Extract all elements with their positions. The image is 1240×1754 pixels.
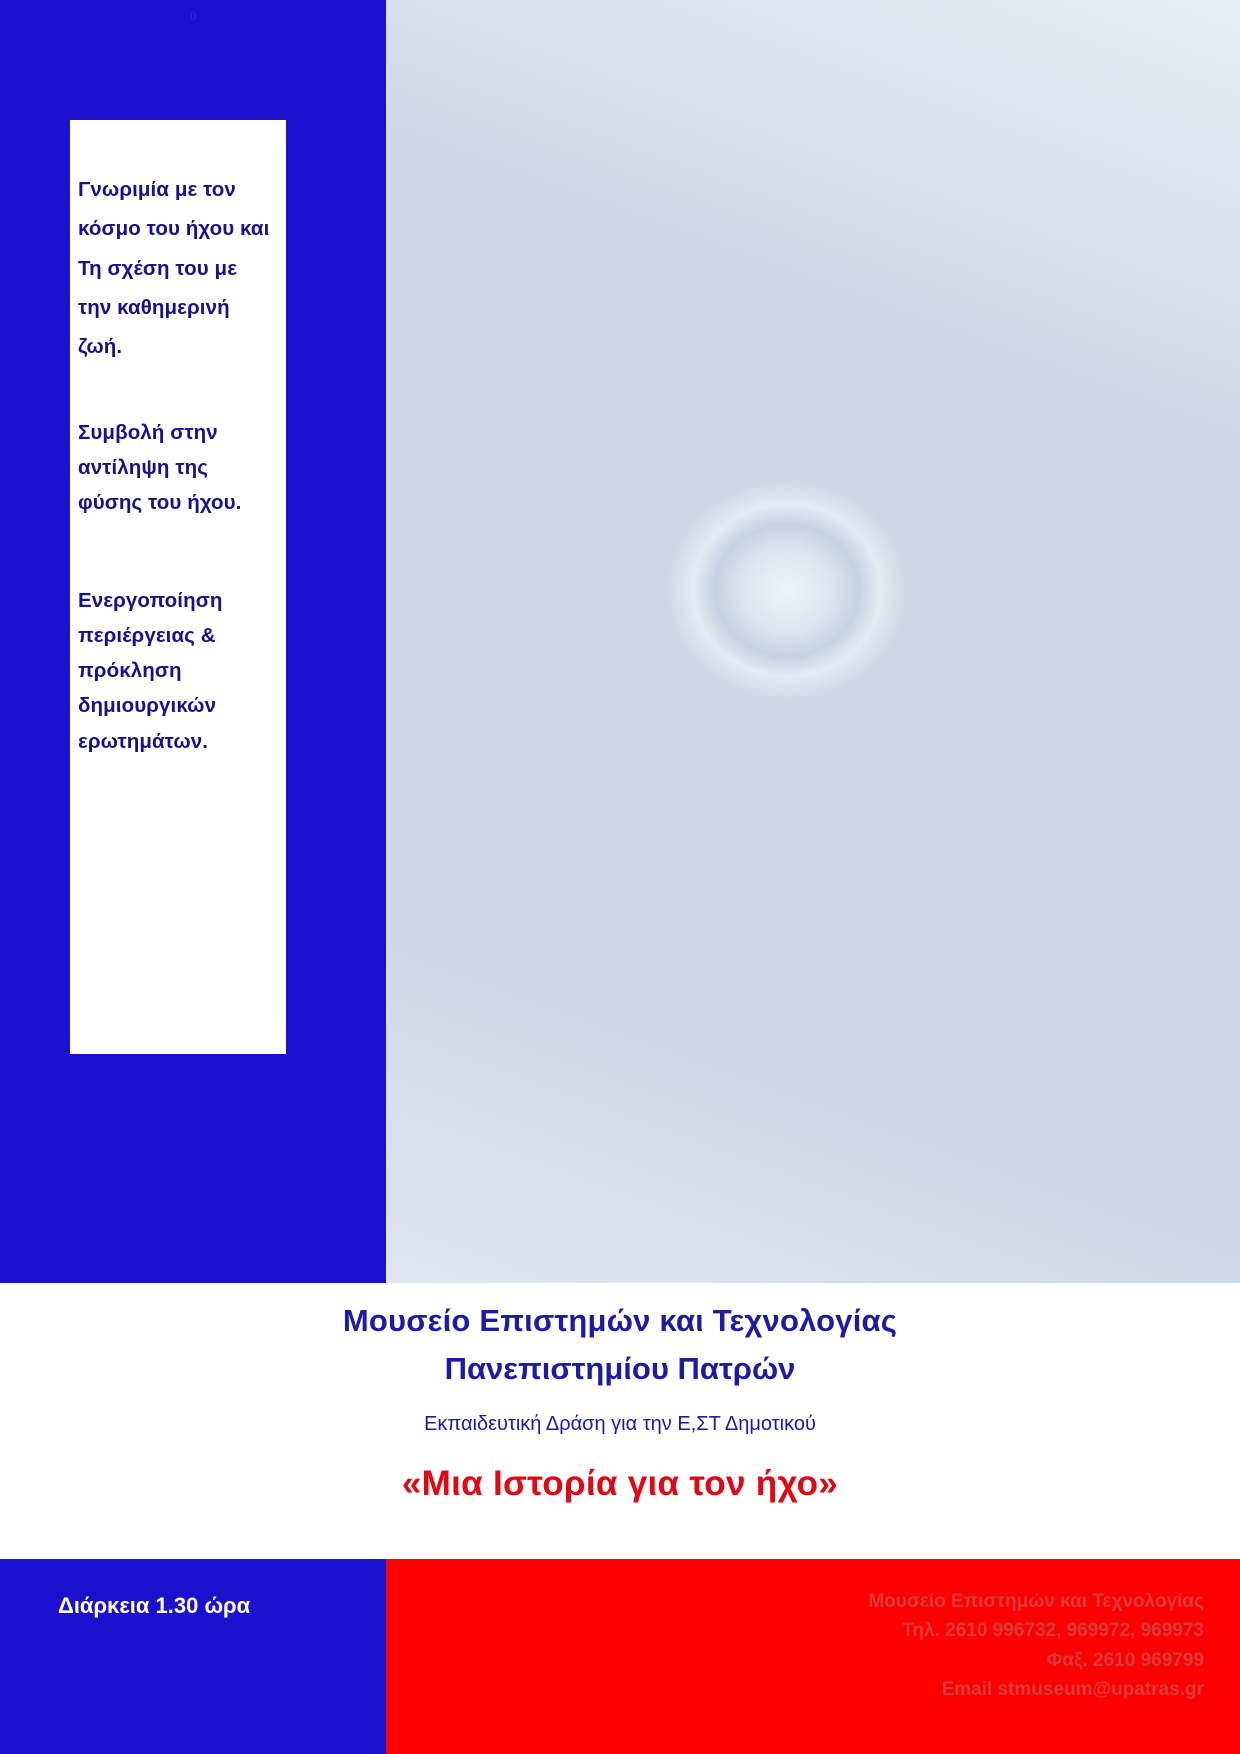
museum-name-line-2: Πανεπιστημίου Πατρών [444, 1351, 796, 1386]
page-title: «Μια Ιστορία για τον ήχο» [401, 1464, 839, 1503]
contact-phone: Τηλ. 2610 996732, 969972, 969973 [902, 1620, 1204, 1642]
left-text-card [70, 120, 286, 1054]
footer-left-blue-block [0, 1559, 386, 1754]
title-band [0, 1283, 1240, 1559]
duration-text: Διάρκεια 1.30 ώρα [58, 1593, 251, 1618]
contact-museum-name: Μουσείο Επιστημών και Τεχνολογίας [868, 1591, 1204, 1612]
text-block-3: Ενεργοποίηση περιέργειας & πρόκληση δημιουργικών ερωτημάτων. [78, 588, 223, 753]
activity-subtitle: Εκπαιδευτική Δράση για την Ε,ΣΤ Δημοτικού [424, 1413, 816, 1435]
contact-email: Email stmuseum@upatras.gr [941, 1679, 1204, 1701]
water-ripple-sheen [385, 0, 1240, 1283]
contact-fax: Φαξ. 2610 969799 [1046, 1649, 1204, 1671]
text-block-1: Γνωριμία με τον κόσμο του ήχου και Τη σχέση του με την καθημερινή ζωή. [78, 178, 270, 359]
museum-name-line-1: Μουσείο Επιστημών και Τεχνολογίας [342, 1303, 898, 1338]
corner-mark-text: 0 [190, 8, 197, 23]
footer-band [0, 1559, 1240, 1754]
contact-info [868, 1587, 1204, 1705]
text-block-2: Συμβολή στην αντίληψη της φύσης του ήχου. [78, 420, 242, 515]
